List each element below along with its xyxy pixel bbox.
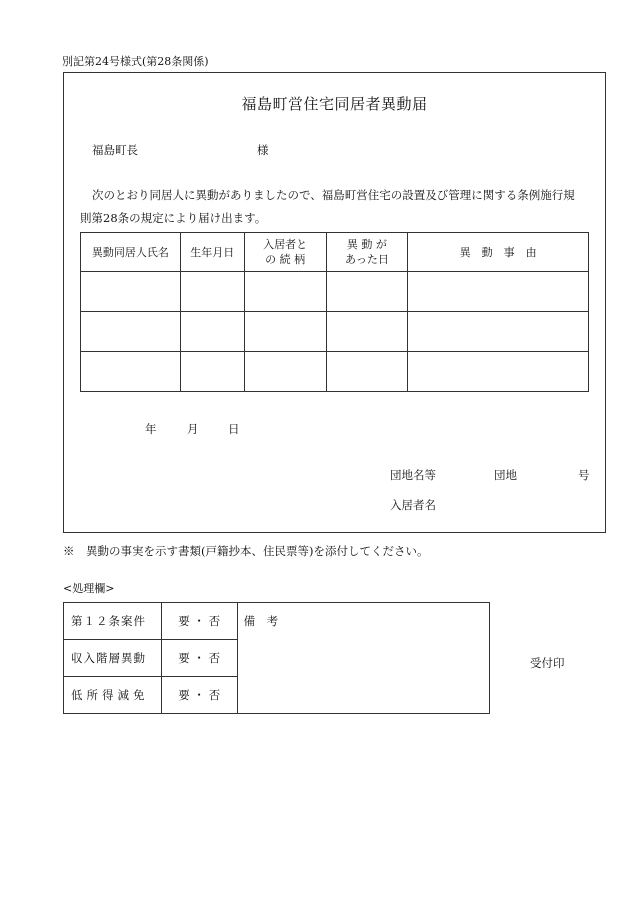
processing-value[interactable]: 要 ・ 否 xyxy=(161,603,237,640)
processing-label: 低所得減免 xyxy=(64,677,162,714)
cell-birth[interactable] xyxy=(180,312,244,352)
cell-relation[interactable] xyxy=(244,312,326,352)
honorific: 様 xyxy=(257,143,269,157)
processing-row xyxy=(64,603,490,640)
header-relation-line2: の 続 柄 xyxy=(265,253,306,266)
addressee: 福島町長 xyxy=(92,143,138,157)
danchi-label: 団地 xyxy=(494,468,517,482)
reception-stamp-label: 受付印 xyxy=(530,656,565,670)
housing-label: 団地名等 xyxy=(390,468,436,482)
cell-date[interactable] xyxy=(326,312,408,352)
body-text-line1: 次のとおり同居人に異動がありましたので、福島町営住宅の設置及び管理に関する条例施行規 xyxy=(92,188,575,202)
cell-reason[interactable] xyxy=(408,352,589,392)
remarks-label: 備 考 xyxy=(243,614,279,628)
cell-birth[interactable] xyxy=(180,272,244,312)
resident-name-label: 入居者名 xyxy=(390,498,436,512)
processing-value[interactable]: 要 ・ 否 xyxy=(161,640,237,677)
table-row xyxy=(81,352,589,392)
cell-reason[interactable] xyxy=(408,312,589,352)
cell-relation[interactable] xyxy=(244,272,326,312)
date-year: 年 xyxy=(145,422,157,436)
cell-name[interactable] xyxy=(81,312,181,352)
cell-relation[interactable] xyxy=(244,352,326,392)
header-name: 異動同居人氏名 xyxy=(81,233,181,272)
cell-reason[interactable] xyxy=(408,272,589,312)
header-date-line2: あった日 xyxy=(344,253,389,266)
table-header-row xyxy=(81,233,589,272)
processing-value[interactable]: 要 ・ 否 xyxy=(161,677,237,714)
header-relation xyxy=(244,233,326,272)
cell-name[interactable] xyxy=(81,272,181,312)
remarks-cell[interactable] xyxy=(237,603,489,714)
form-title: 福島町営住宅同居者異動届 xyxy=(241,95,428,113)
processing-label: 第１２条案件 xyxy=(64,603,162,640)
date-month: 月 xyxy=(187,422,199,436)
table-row xyxy=(81,272,589,312)
header-date-line1: 異 動 が xyxy=(346,238,387,251)
header-relation-line1: 入居者と xyxy=(263,238,308,251)
header-birth: 生年月日 xyxy=(180,233,244,272)
body-text-line2: 則第28条の規定により届け出ます。 xyxy=(80,211,267,225)
processing-label: 収入階層異動 xyxy=(64,640,162,677)
processing-table xyxy=(63,602,490,714)
table-row xyxy=(81,312,589,352)
number-label: 号 xyxy=(578,468,590,482)
processing-section-label: <処理欄> xyxy=(63,582,115,595)
attachment-note: ※ 異動の事実を示す書類(戸籍抄本、住民票等)を添付してください。 xyxy=(63,544,429,558)
cell-name[interactable] xyxy=(81,352,181,392)
form-id: 別記第24号様式(第28条関係) xyxy=(62,55,209,68)
cell-date[interactable] xyxy=(326,272,408,312)
date-day: 日 xyxy=(228,422,240,436)
movement-table xyxy=(80,232,589,392)
header-date xyxy=(326,233,408,272)
cell-date[interactable] xyxy=(326,352,408,392)
cell-birth[interactable] xyxy=(180,352,244,392)
header-reason: 異 動 事 由 xyxy=(408,233,589,272)
